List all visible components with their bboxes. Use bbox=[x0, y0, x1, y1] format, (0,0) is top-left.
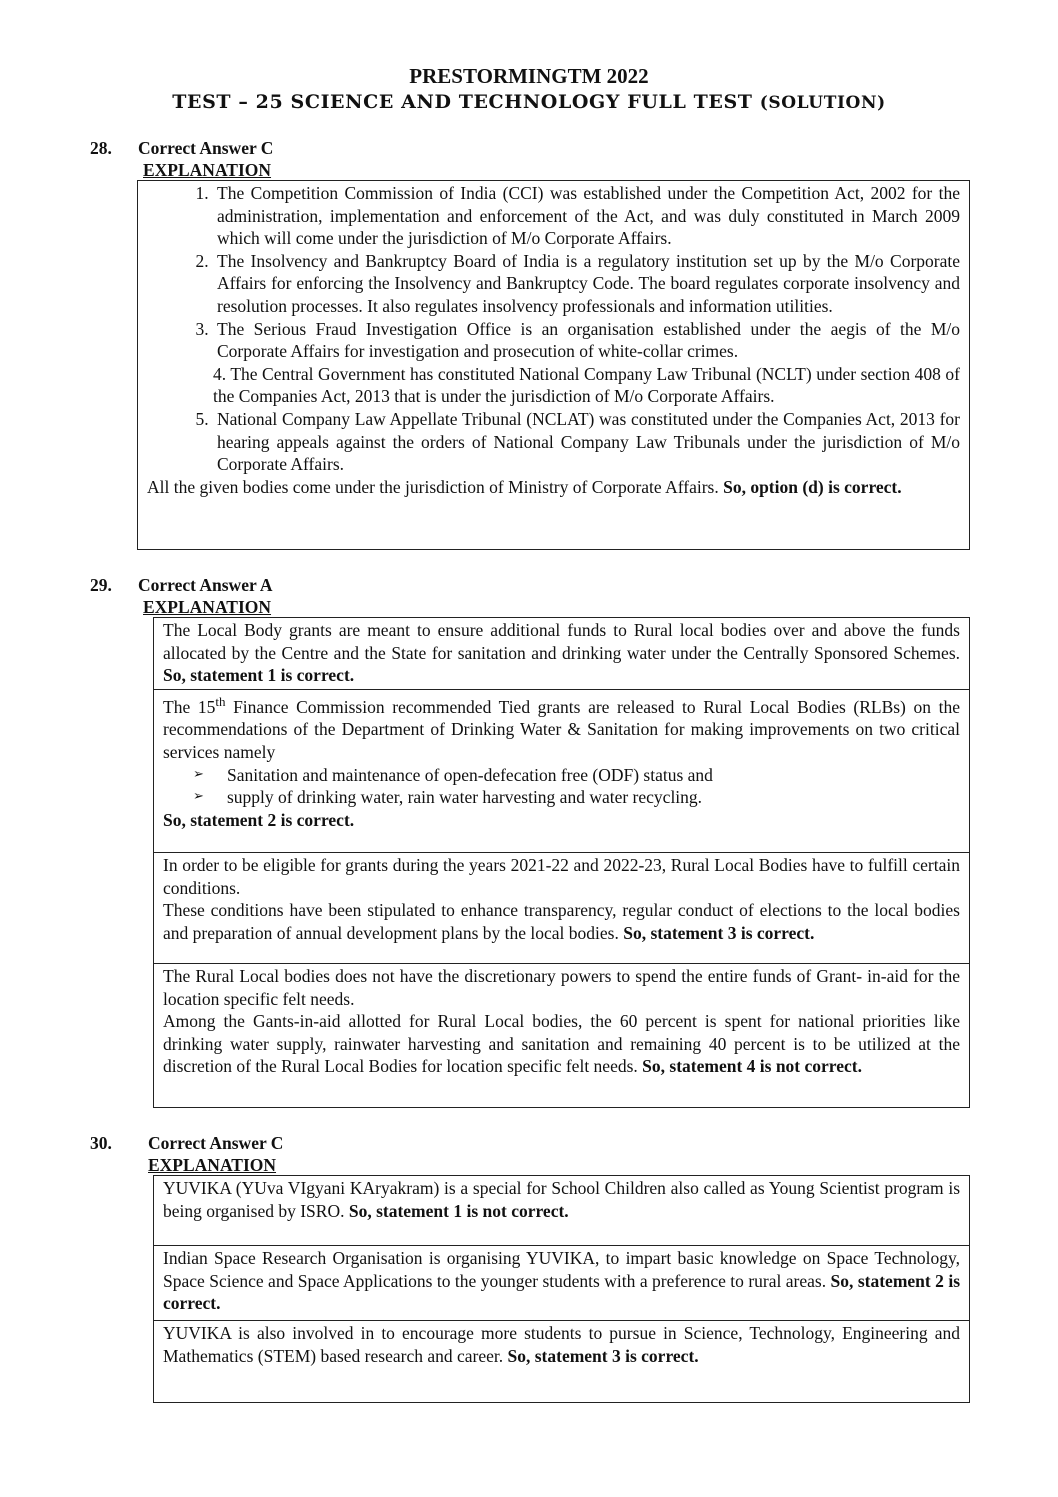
list-item: ➢ Sanitation and maintenance of open-defecation free (ODF) status and bbox=[193, 764, 713, 785]
statement-2-verdict: So, statement 2 is correct. bbox=[163, 809, 355, 830]
explanation-box-29 bbox=[153, 617, 970, 1108]
list-item: 1. The Competition Commission of India (CCI) was established under the Competition Act, 2002 for the administration, implementation and enforcement of the Act, and was duly constituted in March 2009 which will come under the jurisdiction of M/o Corporate Affairs. bbox=[213, 182, 960, 250]
explanation-box-30 bbox=[153, 1175, 970, 1403]
correct-answer-29: Correct Answer A bbox=[138, 575, 273, 595]
solution-tag: (SOLUTION) bbox=[759, 93, 886, 113]
list-item: 5. National Company Law Appellate Tribunal (NCLAT) was constituted under the Companies Act, 2013 for hearing appeals against the orders of National Company Law Tribunals under the jurisdiction of M/o Corporate Affairs. bbox=[213, 408, 960, 476]
explanation-label-29: EXPLANATION bbox=[143, 597, 272, 617]
question-number-28: 28. bbox=[90, 138, 112, 158]
statement-2-30: Indian Space Research Organisation is organising YUVIKA, to impart basic knowledge on Space Technology, Space Science and Space Applications to the younger students with a preference to rural areas. So, statement 2 is correct. bbox=[154, 1246, 969, 1321]
question-number-30: 30. bbox=[90, 1133, 112, 1153]
arrow-bullet-icon: ➢ bbox=[193, 789, 204, 805]
list-item: 3. The Serious Fraud Investigation Office is an organisation established under the aegis of the M/o Corporate Affairs for investigation and prosecution of white-collar crimes. bbox=[213, 318, 960, 363]
bullet-list-29 bbox=[163, 764, 960, 809]
list-item: ➢ supply of drinking water, rain water harvesting and water recycling. bbox=[193, 787, 703, 808]
conclusion-28: All the given bodies come under the jurisdiction of Ministry of Corporate Affairs. So, option (d) is correct. bbox=[147, 476, 902, 497]
explanation-box-28 bbox=[137, 180, 970, 550]
test-subtitle: TEST – 25 SCIENCE AND TECHNOLOGY FULL TEST (SOLUTION) bbox=[172, 91, 886, 113]
correct-answer-28: Correct Answer C bbox=[138, 138, 274, 158]
statement-2-29: The 15th Finance Commission recommended Tied grants are released to Rural Local Bodies (RLBs) on the recommendations of the Department of Drinking Water & Sanitation for making improvements on two critical services namely ➢ Sanitation and maintenance of open-defecation free (ODF) status and ➢ supply of drinking water, rain water harvesting and water recycling. So, statement 2 is correct. bbox=[154, 690, 969, 853]
statement-4-29: The Rural Local bodies does not have the discretionary powers to spend the entire funds of Grant- in-aid for the location specific felt needs. Among the Gants-in-aid allotted for Rural Local bodies, the 60 percent is spent for national priorities like drinking water supply, rainwater harvesting and sanitation and remaining 40 percent is to be utilized at the discretion of the Rural Local Bodies for location specific felt needs. So, statement 4 is not correct. bbox=[163, 966, 960, 1077]
statement-1-30: YUVIKA (YUva VIgyani KAryakram) is a special for School Children also called as Young Scientist program is being organised by ISRO. So, statement 1 is not correct. bbox=[154, 1176, 969, 1246]
question-number-29: 29. bbox=[90, 575, 112, 595]
statement-1-29: The Local Body grants are meant to ensure additional funds to Rural local bodies over and above the funds allocated by the Centre and the State for sanitation and drinking water under the Centrally Sponsored Schemes. So, statement 1 is correct. bbox=[154, 618, 969, 690]
explanation-list-28b bbox=[147, 408, 960, 476]
arrow-bullet-icon: ➢ bbox=[193, 766, 204, 782]
explanation-label-28: EXPLANATION bbox=[143, 160, 272, 180]
statement-3-30: YUVIKA is also involved in to encourage more students to pursue in Science, Technology, Engineering and Mathematics (STEM) based research and career. So, statement 3 is correct. bbox=[163, 1323, 960, 1366]
statement-3-29: In order to be eligible for grants during the years 2021-22 and 2022-23, Rural Local Bodies have to fulfill certain conditions. These conditions have been stipulated to enhance transparency, regular conduct of elections to the local bodies and preparation of annual development plans by the local bodies. So, statement 3 is correct. bbox=[154, 853, 969, 964]
explanation-label-30: EXPLANATION bbox=[148, 1155, 277, 1175]
list-item: 2. The Insolvency and Bankruptcy Board of India is a regulatory institution set up by the M/o Corporate Affairs for enforcing the Insolvency and Bankruptcy Code. The board regulates corporate insolvency and resolution processes. It also regulates insolvency professionals and information utilities. bbox=[213, 250, 960, 318]
correct-answer-30: Correct Answer C bbox=[148, 1133, 284, 1153]
list-item: 4. The Central Government has constituted National Company Law Tribunal (NCLT) under section 408 of the Companies Act, 2013 that is under the jurisdiction of M/o Corporate Affairs. bbox=[213, 363, 960, 407]
page-title: PRESTORMINGTM 2022 bbox=[409, 64, 649, 88]
explanation-list-28 bbox=[147, 182, 960, 363]
